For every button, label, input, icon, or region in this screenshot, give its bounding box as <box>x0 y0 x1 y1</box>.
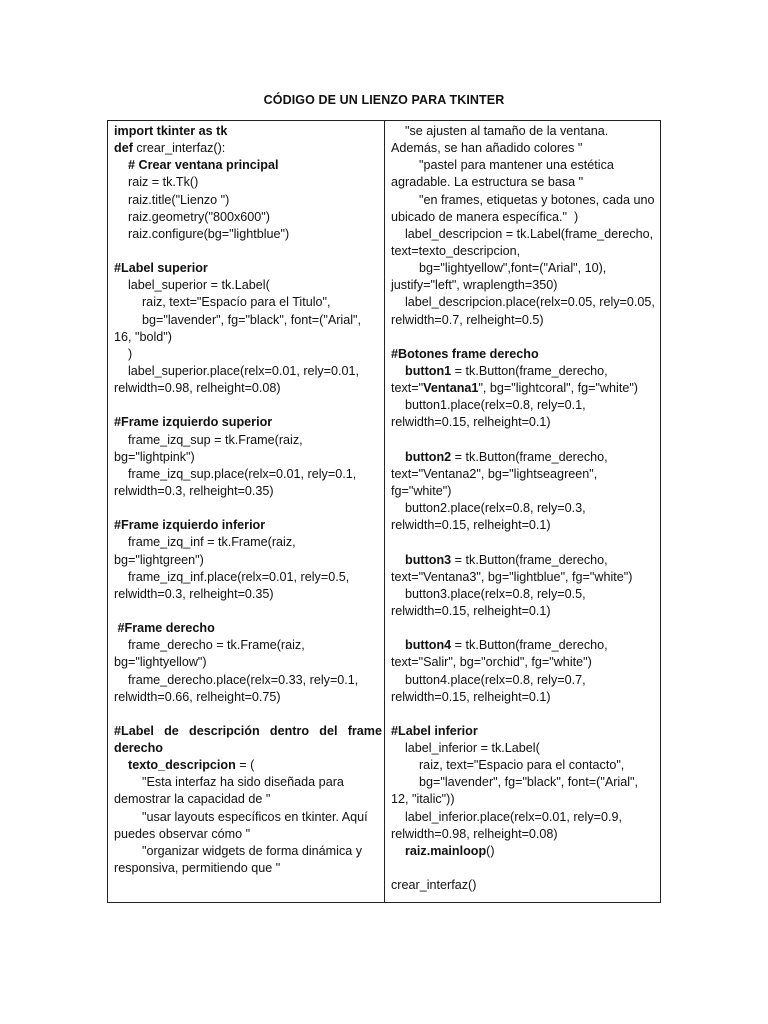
code-line <box>114 689 382 706</box>
code-text: text="Ventana2", bg="lightseagreen", <box>391 466 598 481</box>
code-line <box>114 569 382 586</box>
code-text: "pastel para mantener una estética <box>391 158 614 173</box>
code-line <box>391 586 659 603</box>
document-title: CÓDIGO DE UN LIENZO PARA TKINTER <box>263 93 505 107</box>
blank-line <box>391 860 659 877</box>
code-line <box>391 346 659 363</box>
code-line <box>391 791 659 808</box>
code-line <box>391 260 659 277</box>
code-text: ubicado de manera específica." ) <box>391 209 579 224</box>
code-line <box>114 586 382 603</box>
code-line <box>114 209 382 226</box>
code-text: responsiva, permitiendo que " <box>114 861 281 876</box>
code-line <box>114 791 382 808</box>
code-line <box>114 277 382 294</box>
code-text: label_inferior.place(relx=0.01, rely=0.9, <box>391 809 623 824</box>
code-text: 16, "bold") <box>114 329 172 344</box>
code-line <box>391 517 659 534</box>
code-text: puedes observar cómo " <box>114 826 251 841</box>
code-text: frame_izq_sup.place(relx=0.01, rely=0.1, <box>114 466 357 481</box>
code-line <box>391 654 659 671</box>
code-text: crear_interfaz(): <box>132 141 226 156</box>
code-line <box>114 517 382 534</box>
code-line <box>114 260 382 277</box>
code-line <box>391 449 659 466</box>
column-divider <box>384 121 385 902</box>
code-line <box>114 174 382 191</box>
code-keyword: button1 <box>391 363 452 378</box>
code-text: "en frames, etiquetas y botones, cada uno <box>391 192 655 207</box>
code-text: text=" <box>391 381 424 396</box>
code-text: frame_izq_inf.place(relx=0.01, rely=0.5, <box>114 569 350 584</box>
code-text: label_superior = tk.Label( <box>114 278 270 293</box>
code-text: button2.place(relx=0.8, rely=0.3, <box>391 501 586 516</box>
code-line <box>391 157 659 174</box>
code-keyword: #Label superior <box>114 261 208 276</box>
code-column-right <box>391 123 659 894</box>
code-text: = tk.Button(frame_derecho, <box>451 638 608 653</box>
code-line <box>391 774 659 791</box>
code-text: frame_derecho.place(relx=0.33, rely=0.1, <box>114 672 359 687</box>
code-text: () <box>486 843 495 858</box>
code-line <box>114 774 382 791</box>
code-line <box>391 312 659 329</box>
code-line <box>114 654 382 671</box>
code-line <box>114 672 382 689</box>
code-keyword: #Frame izquierdo inferior <box>114 518 266 533</box>
code-text: button1.place(relx=0.8, rely=0.1, <box>391 398 586 413</box>
code-keyword: #Frame izquierdo superior <box>114 415 273 430</box>
code-line <box>391 723 659 740</box>
code-line <box>114 809 382 826</box>
code-text: raiz.geometry("800x600") <box>114 209 270 224</box>
blank-line <box>391 534 659 551</box>
code-text: raiz, text="Espacio para el contacto", <box>391 758 625 773</box>
code-text: relwidth=0.3, relheight=0.35) <box>114 586 274 601</box>
code-text: "se ajusten al tamaño de la ventana. <box>391 124 609 138</box>
blank-line <box>391 706 659 723</box>
code-line <box>391 500 659 517</box>
code-text: label_inferior = tk.Label( <box>391 741 540 756</box>
code-keyword: import tkinter as tk <box>114 124 228 138</box>
code-line <box>391 192 659 209</box>
code-text: relwidth=0.15, relheight=0.1) <box>391 415 551 430</box>
code-line <box>391 243 659 260</box>
code-text: raiz, text="Espacío para el Titulo", <box>114 295 331 310</box>
code-text: relwidth=0.98, relheight=0.08) <box>114 381 281 396</box>
code-text: ) <box>114 346 133 361</box>
code-line <box>391 209 659 226</box>
code-line <box>391 689 659 706</box>
code-text: "Esta interfaz ha sido diseñada para <box>114 775 344 790</box>
code-line <box>391 483 659 500</box>
code-line <box>391 843 659 860</box>
code-text: fg="white") <box>391 483 452 498</box>
code-text: relwidth=0.15, relheight=0.1) <box>391 518 551 533</box>
code-keyword: button3 <box>391 552 452 567</box>
code-text: = tk.Button(frame_derecho, <box>451 552 608 567</box>
code-line <box>391 826 659 843</box>
code-text: relwidth=0.15, relheight=0.1) <box>391 689 551 704</box>
code-text: relwidth=0.98, relheight=0.08) <box>391 826 558 841</box>
code-text: agradable. La estructura se basa " <box>391 175 584 190</box>
code-line <box>391 380 659 397</box>
code-keyword: #Botones frame derecho <box>391 346 539 361</box>
code-line <box>391 552 659 569</box>
code-keyword: derecho <box>114 741 163 756</box>
blank-line <box>114 500 382 517</box>
code-keyword: button2 <box>391 449 452 464</box>
code-line <box>391 140 659 157</box>
code-line <box>114 740 382 757</box>
code-line <box>391 672 659 689</box>
code-text: frame_izq_inf = tk.Frame(raiz, <box>114 535 296 550</box>
code-line <box>114 192 382 209</box>
code-text: bg="lightpink") <box>114 449 195 464</box>
code-text: raiz.configure(bg="lightblue") <box>114 226 290 241</box>
code-text: Además, se han añadido colores " <box>391 141 583 156</box>
code-line <box>391 123 659 140</box>
code-keyword: # Crear ventana principal <box>114 158 279 173</box>
blank-line <box>391 432 659 449</box>
code-line <box>114 380 382 397</box>
code-table <box>107 120 661 903</box>
code-text: text=texto_descripcion, <box>391 243 521 258</box>
code-line <box>391 569 659 586</box>
code-line <box>114 843 382 860</box>
code-line <box>391 277 659 294</box>
code-line <box>114 826 382 843</box>
code-keyword: raiz.mainloop <box>391 843 487 858</box>
code-line <box>391 226 659 243</box>
code-text: "organizar widgets de forma dinámica y <box>114 843 363 858</box>
blank-line <box>114 397 382 414</box>
code-keyword: texto_descripcion <box>114 758 236 773</box>
code-line <box>114 414 382 431</box>
code-text: crear_interfaz() <box>391 878 477 893</box>
code-text: raiz.title("Lienzo ") <box>114 192 230 207</box>
code-line <box>114 552 382 569</box>
code-line <box>114 140 382 157</box>
code-column-left <box>114 123 382 877</box>
code-line <box>391 637 659 654</box>
code-line <box>391 809 659 826</box>
code-line <box>391 877 659 894</box>
code-line <box>391 174 659 191</box>
code-text: frame_derecho = tk.Frame(raiz, <box>114 638 305 653</box>
code-text: "usar layouts específicos en tkinter. Aquí <box>114 809 368 824</box>
code-line <box>391 397 659 414</box>
code-keyword: def <box>114 141 133 156</box>
code-line <box>391 363 659 380</box>
code-text: button4.place(relx=0.8, rely=0.7, <box>391 672 586 687</box>
code-line <box>114 637 382 654</box>
code-text: frame_izq_sup = tk.Frame(raiz, <box>114 432 303 447</box>
code-line <box>114 483 382 500</box>
code-text: = tk.Button(frame_derecho, <box>451 449 608 464</box>
code-text: label_descripcion.place(relx=0.05, rely=0.05, <box>391 295 655 310</box>
code-text: text="Salir", bg="orchid", fg="white") <box>391 655 592 670</box>
blank-line <box>114 243 382 260</box>
code-line <box>114 449 382 466</box>
code-keyword: #Frame derecho <box>114 621 215 636</box>
code-line <box>391 414 659 431</box>
code-line <box>114 534 382 551</box>
code-line <box>114 723 382 740</box>
code-line <box>114 157 382 174</box>
code-line <box>114 757 382 774</box>
code-text: bg="lightyellow",font=("Arial", 10), <box>391 261 607 276</box>
code-line <box>114 620 382 637</box>
code-line <box>114 294 382 311</box>
code-text: bg="lavender", fg="black", font=("Arial", <box>114 312 361 327</box>
code-line <box>114 432 382 449</box>
blank-line <box>391 329 659 346</box>
code-text: relwidth=0.7, relheight=0.5) <box>391 312 544 327</box>
code-keyword: Ventana1 <box>423 381 479 396</box>
code-text: bg="lightgreen") <box>114 552 204 567</box>
code-text: raiz = tk.Tk() <box>114 175 199 190</box>
code-line <box>391 603 659 620</box>
code-text: ", bg="lightcoral", fg="white") <box>478 381 638 396</box>
code-keyword: #Label inferior <box>391 723 478 738</box>
blank-line <box>114 603 382 620</box>
code-text: = ( <box>235 758 255 773</box>
code-line <box>114 363 382 380</box>
code-text: demostrar la capacidad de " <box>114 792 271 807</box>
code-text: bg="lavender", fg="black", font=("Arial", <box>391 775 638 790</box>
code-line <box>114 312 382 329</box>
code-text: relwidth=0.3, relheight=0.35) <box>114 483 274 498</box>
code-text: label_superior.place(relx=0.01, rely=0.01, <box>114 363 360 378</box>
code-line <box>114 226 382 243</box>
code-text: 12, "italic")) <box>391 792 455 807</box>
code-line <box>391 294 659 311</box>
code-keyword: #Label de descripción dentro del frame <box>114 723 382 738</box>
blank-line <box>391 620 659 637</box>
code-line <box>391 466 659 483</box>
code-text: bg="lightyellow") <box>114 655 207 670</box>
code-text: label_descripcion = tk.Label(frame_derecho, <box>391 226 654 241</box>
blank-line <box>114 706 382 723</box>
code-line <box>114 123 382 140</box>
code-keyword: button4 <box>391 638 452 653</box>
code-text: relwidth=0.66, relheight=0.75) <box>114 689 281 704</box>
code-line <box>114 860 382 877</box>
code-line <box>391 757 659 774</box>
code-line <box>114 466 382 483</box>
code-line <box>391 740 659 757</box>
code-text: button3.place(relx=0.8, rely=0.5, <box>391 586 586 601</box>
code-text: relwidth=0.15, relheight=0.1) <box>391 603 551 618</box>
code-line <box>114 329 382 346</box>
code-line <box>114 346 382 363</box>
code-text: text="Ventana3", bg="lightblue", fg="white") <box>391 569 633 584</box>
code-text: = tk.Button(frame_derecho, <box>451 363 608 378</box>
code-text: justify="left", wraplength=350) <box>391 278 558 293</box>
